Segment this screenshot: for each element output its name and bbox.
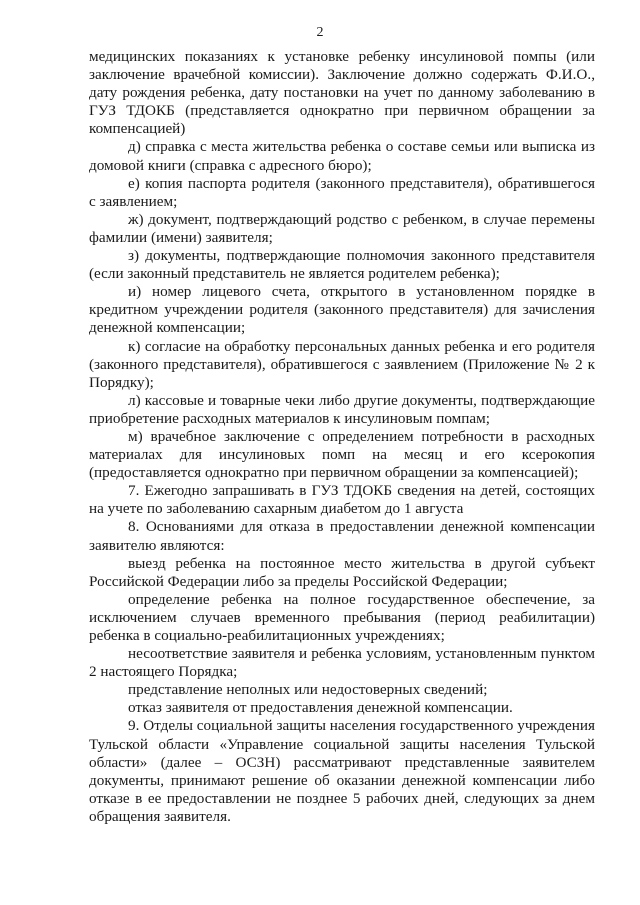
paragraph-item-i: и) номер лицевого счета, открытого в установленном порядке в кредитном учреждении родителя (законного представителя) для зачисления денежной компенсации; [89, 283, 595, 337]
paragraph-medical-conclusion: медицинских показаниях к установке ребенку инсулиновой помпы (или заключение врачебной комиссии). Заключение должно содержать Ф.И.О., дату рождения ребенка, дату постановки на учет по данному заболеванию в ГУЗ ТДОКБ (представляется однократно при первичном обращении за компенсацией) [89, 48, 595, 138]
page-number: 2 [316, 25, 324, 40]
paragraph-item-e: е) копия паспорта родителя (законного представителя), обратившегося с заявлением; [89, 174, 595, 210]
paragraph-section-7: 7. Ежегодно запрашивать в ГУЗ ТДОКБ сведения на детей, состоящих на учете по заболеванию сахарным диабетом до 1 августа [89, 482, 595, 518]
paragraph-section-9: 9. Отделы социальной защиты населения государственного учреждения Тульской области «Управление социальной защиты населения Тульской области» (далее – ОСЗН) рассматривают представленные заявителем документы, принимают решение об оказании денежной компенсации либо отказе в ее предоставлении не позднее 5 рабочих дней, следующих за днем обращения заявителя. [89, 717, 595, 825]
paragraph-item-l: л) кассовые и товарные чеки либо другие документы, подтверждающие приобретение расходных материалов к инсулиновым помпам; [89, 391, 595, 427]
paragraph-section-8: 8. Основаниями для отказа в предоставлении денежной компенсации заявителю являются: [89, 518, 595, 554]
paragraph-refusal-reason-3: несоответствие заявителя и ребенка условиям, установленным пунктом 2 настоящего Порядка; [89, 645, 595, 681]
paragraph-refusal-reason-1: выезд ребенка на постоянное место жительства в другой субъект Российской Федерации либо за пределы Российской Федерации; [89, 554, 595, 590]
paragraph-item-d: д) справка с места жительства ребенка о составе семьи или выписка из домовой книги (справка с адресного бюро); [89, 138, 595, 174]
document-body [89, 48, 595, 826]
paragraph-item-k: к) согласие на обработку персональных данных ребенка и его родителя (законного представителя), обратившегося с заявлением (Приложение № 2 к Порядку); [89, 337, 595, 391]
paragraph-item-zh: ж) документ, подтверждающий родство с ребенком, в случае перемены фамилии (имени) заявителя; [89, 210, 595, 246]
paragraph-item-z: з) документы, подтверждающие полномочия законного представителя (если законный представитель не является родителем ребенка); [89, 247, 595, 283]
paragraph-refusal-reason-4: представление неполных или недостоверных сведений; [128, 681, 488, 699]
paragraph-refusal-reason-2: определение ребенка на полное государственное обеспечение, за исключением случаев временного пребывания (период реабилитации) ребенка в социально-реабилитационных учреждениях; [89, 590, 595, 644]
paragraph-item-m: м) врачебное заключение с определением потребности в расходных материалах для инсулиновых помп на месяц и его ксерокопия (предоставляется однократно при первичном обращении за компенсацией); [89, 427, 595, 482]
paragraph-refusal-reason-5: отказ заявителя от предоставления денежной компенсации. [128, 699, 513, 717]
